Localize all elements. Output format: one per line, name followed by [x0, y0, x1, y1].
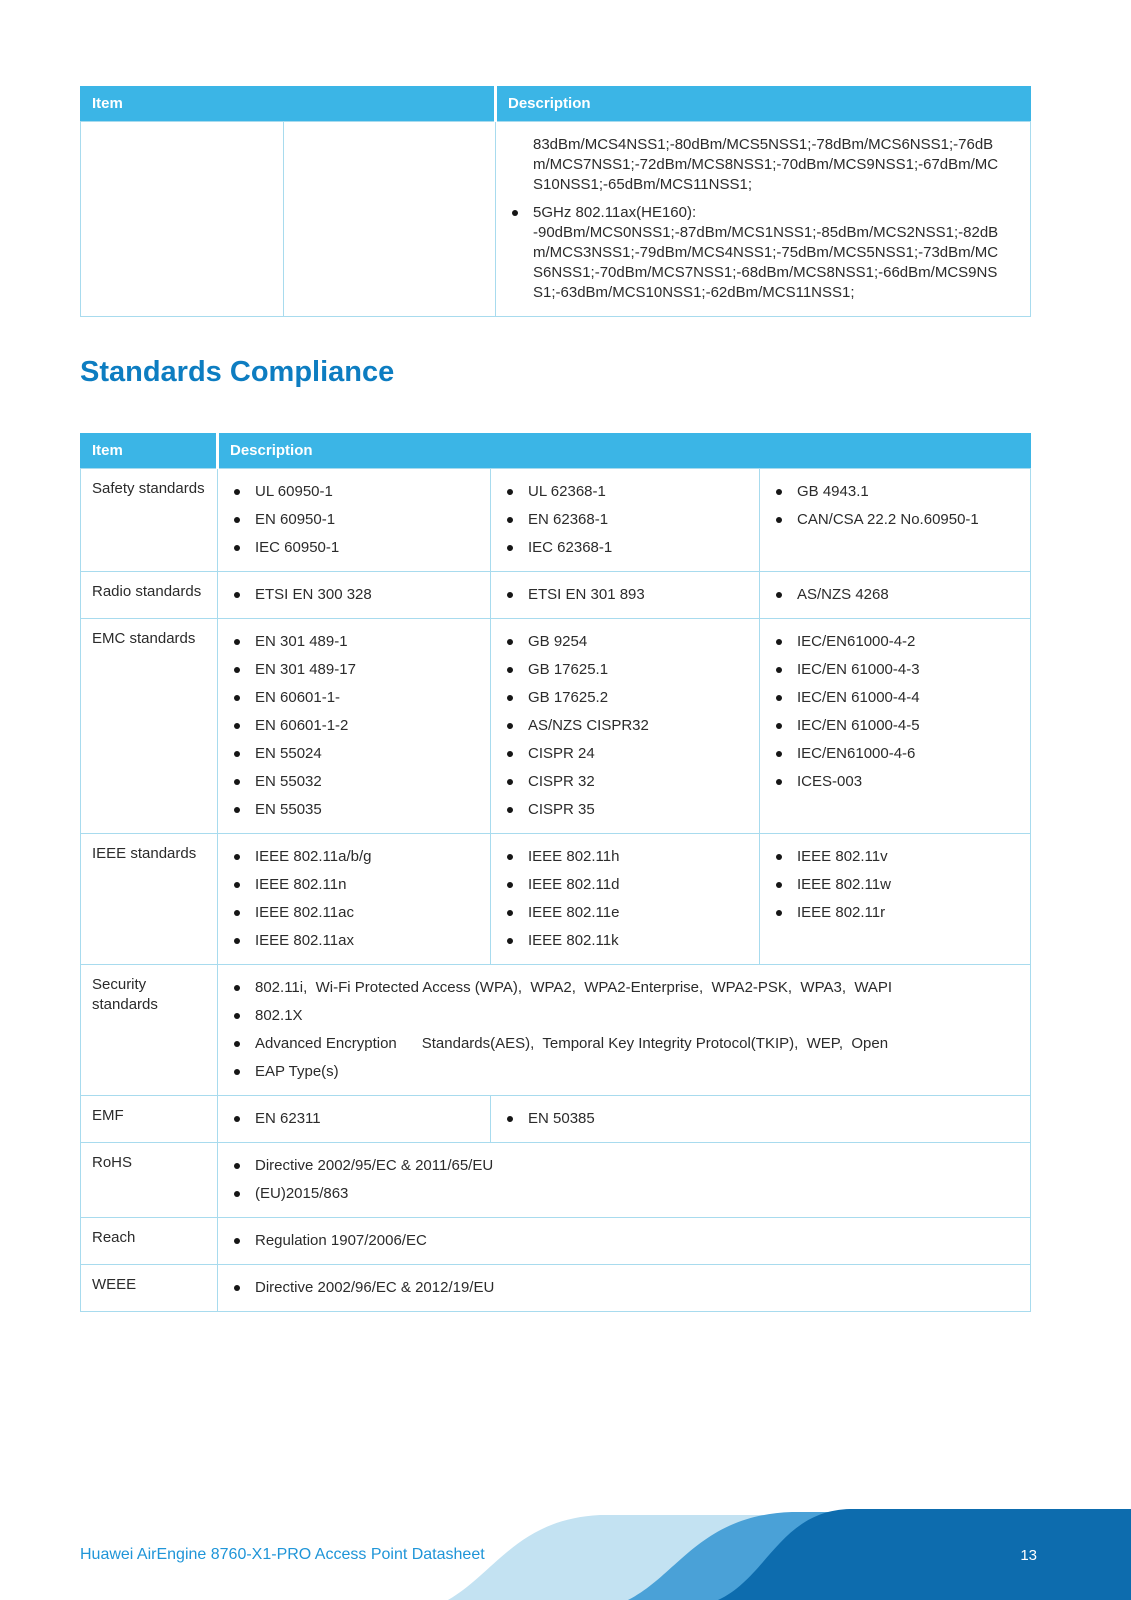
bullet-list: [773, 847, 1020, 923]
bullet-item: EN 55032: [231, 772, 480, 792]
description-cell: [491, 1096, 1031, 1143]
item-cell: [81, 122, 284, 317]
bullet-item: CISPR 32: [504, 772, 749, 792]
bullet-item: IEEE 802.11n: [231, 875, 480, 895]
bullet-item: EN 60950-1: [231, 510, 480, 530]
standards-compliance-table: [80, 433, 1031, 1312]
bullet-list: [773, 585, 1020, 605]
bullet-item: Advanced Encryption Standards(AES), Temporal Key Integrity Protocol(TKIP), WEP, Open: [231, 1034, 1020, 1054]
description-cell: [496, 122, 1031, 317]
description-cell: [491, 834, 760, 965]
bullet-item: IEEE 802.11w: [773, 875, 1020, 895]
item-cell: Safety standards: [81, 469, 218, 572]
bullet-item: 802.1X: [231, 1006, 1020, 1026]
item-cell: EMC standards: [81, 619, 218, 834]
bullet-list: [231, 632, 480, 820]
bullet-item: EN 55035: [231, 800, 480, 820]
table-row: [81, 122, 1031, 317]
item-cell: Reach: [81, 1218, 218, 1265]
bullet-item: IEEE 802.11d: [504, 875, 749, 895]
table-row: [81, 965, 1031, 1096]
description-cell: [218, 1218, 1031, 1265]
item-cell: Radio standards: [81, 572, 218, 619]
bullet-item: ETSI EN 301 893: [504, 585, 749, 605]
bullet-list: [231, 482, 480, 558]
bullet-list: [231, 847, 480, 951]
bullet-list: [504, 632, 749, 820]
table-row: [81, 834, 1031, 965]
bullet-item: IEC 62368-1: [504, 538, 749, 558]
bullet-list: [504, 1109, 1020, 1129]
bullet-item: EN 301 489-17: [231, 660, 480, 680]
bullet-item: IEEE 802.11e: [504, 903, 749, 923]
bullet-item: ETSI EN 300 328: [231, 585, 480, 605]
column-header-item: Item: [81, 434, 218, 469]
bullet-item: Directive 2002/95/EC & 2011/65/EU: [231, 1156, 1020, 1176]
bullet-item: EN 60601-1-: [231, 688, 480, 708]
table-row: [81, 469, 1031, 572]
description-cell: [218, 1143, 1031, 1218]
bullet-item: GB 4943.1: [773, 482, 1020, 502]
table-row: [81, 1143, 1031, 1218]
bullet-item: (EU)2015/863: [231, 1184, 1020, 1204]
description-cell: [218, 965, 1031, 1096]
description-cell: [218, 619, 491, 834]
bullet-item: EN 62311: [231, 1109, 480, 1129]
bullet-item: IEC/EN61000-4-2: [773, 632, 1020, 652]
bullet-item: IEC/EN 61000-4-4: [773, 688, 1020, 708]
bullet-item: EN 301 489-1: [231, 632, 480, 652]
bullet-item: IEEE 802.11v: [773, 847, 1020, 867]
description-cell: [218, 1096, 491, 1143]
table-row: [81, 1096, 1031, 1143]
description-cell: [218, 1265, 1031, 1312]
item-subcell: [284, 122, 496, 317]
description-cell: [218, 572, 491, 619]
bullet-item: EN 60601-1-2: [231, 716, 480, 736]
bullet-item: Directive 2002/96/EC & 2012/19/EU: [231, 1278, 1020, 1298]
page-number: 13: [1020, 1547, 1037, 1564]
bullet-item: EN 50385: [504, 1109, 1020, 1129]
item-cell: RoHS: [81, 1143, 218, 1218]
column-header-description: Description: [496, 87, 1031, 122]
bullet-item: GB 17625.1: [504, 660, 749, 680]
description-cell: [491, 619, 760, 834]
description-cell: [760, 834, 1031, 965]
bullet-list: [773, 632, 1020, 792]
description-cell: [491, 469, 760, 572]
bullet-item: GB 9254: [504, 632, 749, 652]
continuation-text: 83dBm/MCS4NSS1;-80dBm/MCS5NSS1;-78dBm/MCS6NSS1;-76dBm/MCS7NSS1;-72dBm/MCS8NSS1;-70dBm/MCS9NSS1;-67dBm/MCS10NSS1;-65dBm/MCS11NSS1;: [533, 136, 999, 193]
bullet-item: UL 60950-1: [231, 482, 480, 502]
bullet-item: EN 55024: [231, 744, 480, 764]
item-cell: WEEE: [81, 1265, 218, 1312]
bullet-item: IEC/EN 61000-4-5: [773, 716, 1020, 736]
item-cell: Security standards: [81, 965, 218, 1096]
description-cell: [760, 619, 1031, 834]
section-heading: Standards Compliance: [80, 356, 395, 388]
item-cell: IEEE standards: [81, 834, 218, 965]
bullet-item: CISPR 24: [504, 744, 749, 764]
bullet-item: CISPR 35: [504, 800, 749, 820]
bullet-item: IEC/EN 61000-4-3: [773, 660, 1020, 680]
bullet-item: 802.11i, Wi-Fi Protected Access (WPA), WPA2, WPA2-Enterprise, WPA2-PSK, WPA3, WAPI: [231, 978, 1020, 998]
table-row: [81, 1218, 1031, 1265]
bullet-list: [773, 482, 1020, 530]
footer-document-title: Huawei AirEngine 8760-X1-PRO Access Point Datasheet: [80, 1546, 485, 1563]
bullet-list: [504, 847, 749, 951]
bullet-item: EAP Type(s): [231, 1062, 1020, 1082]
table-row: [81, 572, 1031, 619]
bullet-list: [231, 1231, 1020, 1251]
bullet-item: IEEE 802.11h: [504, 847, 749, 867]
bullet-item: IEEE 802.11ax: [231, 931, 480, 951]
header-row: [81, 434, 1031, 469]
bullet-item: IEEE 802.11ac: [231, 903, 480, 923]
bullet-item: AS/NZS 4268: [773, 585, 1020, 605]
bullet-item: Regulation 1907/2006/EC: [231, 1231, 1020, 1251]
bullet-item: GB 17625.2: [504, 688, 749, 708]
bullet-list: [231, 585, 480, 605]
bullet-list: [231, 1278, 1020, 1298]
bullet-list: [231, 1109, 480, 1129]
bullet-item: IEEE 802.11a/b/g: [231, 847, 480, 867]
bullet-item: IEEE 802.11r: [773, 903, 1020, 923]
bullet-item: IEC/EN61000-4-6: [773, 744, 1020, 764]
description-cell: [760, 572, 1031, 619]
bullet-item: ICES-003: [773, 772, 1020, 792]
column-header-description: Description: [218, 434, 1031, 469]
continuation-table: [80, 86, 1031, 317]
bullet-item: EN 62368-1: [504, 510, 749, 530]
description-cell: [218, 834, 491, 965]
table-row: [81, 619, 1031, 834]
bullet-list: [231, 978, 1020, 1082]
bullet-list: [231, 1156, 1020, 1204]
description-cell: [218, 469, 491, 572]
table-row: [81, 1265, 1031, 1312]
bullet-list: [504, 585, 749, 605]
bullet-item: UL 62368-1: [504, 482, 749, 502]
bullet-item: 5GHz 802.11ax(HE160): -90dBm/MCS0NSS1;-87dBm/MCS1NSS1;-85dBm/MCS2NSS1;-82dBm/MCS3NSS1;-79dBm/MCS4NSS1;-75dBm/MCS5NSS1;-73dBm/MCS6NSS1;-70dBm/MCS7NSS1;-68dBm/MCS8NSS1;-66dBm/MCS9NSS1;-63dBm/MCS10NSS1;-62dBm/MCS11NSS1;: [509, 203, 1002, 303]
bullet-item: AS/NZS CISPR32: [504, 716, 749, 736]
bullet-item: IEC 60950-1: [231, 538, 480, 558]
bullet-list: [509, 135, 1002, 303]
bullet-list: [504, 482, 749, 558]
header-row: [81, 87, 1031, 122]
description-cell: [760, 469, 1031, 572]
bullet-item: CAN/CSA 22.2 No.60950-1: [773, 510, 1020, 530]
item-cell: EMF: [81, 1096, 218, 1143]
column-header-item: Item: [81, 87, 496, 122]
bullet-item: IEEE 802.11k: [504, 931, 749, 951]
description-cell: [491, 572, 760, 619]
